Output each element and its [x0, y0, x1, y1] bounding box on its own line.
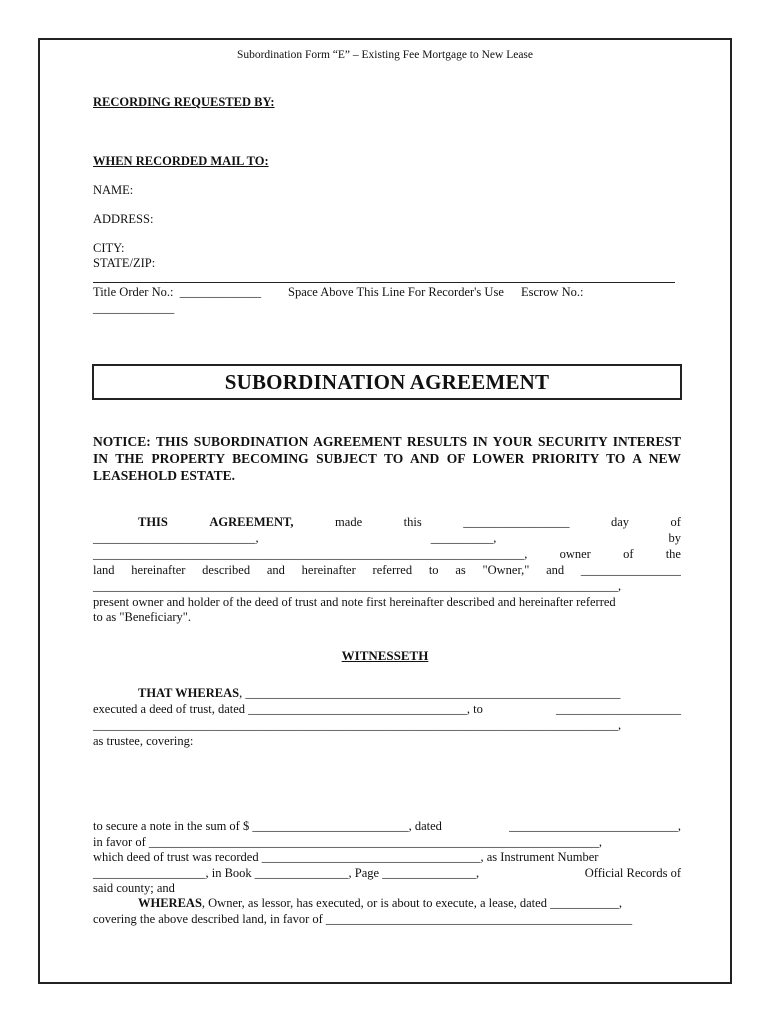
recorder-space-rule [93, 282, 675, 283]
whereas-line-1: THAT WHEREAS, ____________________________________________________________ [138, 686, 621, 700]
note-line-3: which deed of trust was recorded ___________________________________, as Instrument Number [93, 850, 599, 864]
document-title: SUBORDINATION AGREEMENT [224, 369, 550, 394]
escrow-blank: _____________ [93, 301, 175, 315]
city-label: CITY: [93, 241, 125, 255]
agreement-line-5: ____________________________________________________________________________________, [93, 579, 622, 593]
recording-requested-by-label: RECORDING REQUESTED BY: [93, 95, 275, 109]
note-line-7: covering the above described land, in favor of _________________________________________________ [93, 912, 633, 926]
agreement-line-7: to as "Beneficiary". [93, 610, 192, 624]
note-line-4: __________________, in Book _______________, Page _______________, Official Records of [93, 866, 681, 880]
agreement-line-6: present owner and holder of the deed of trust and note first hereinafter described and hereinafter referred [93, 595, 616, 609]
state-zip-label: STATE/ZIP: [93, 256, 156, 270]
note-line-2: in favor of ________________________________________________________________________, [93, 835, 603, 849]
title-order-label: Title Order No.: _____________ [93, 285, 261, 299]
agreement-line-2: __________________________, __________, by [93, 531, 681, 545]
name-label: NAME: [93, 183, 134, 197]
title-box [92, 364, 682, 400]
agreement-line-4: land hereinafter described and hereinafter referred to as "Owner," and ________________ [93, 563, 681, 577]
document-page [38, 38, 732, 984]
escrow-label: Escrow No.: [521, 285, 584, 299]
note-line-5: said county; and [93, 881, 175, 895]
form-title: Subordination Form “E” – Existing Fee Mortgage to New Lease [236, 49, 534, 61]
agreement-line-3: _____________________________________________________________________, owner of the [93, 547, 681, 561]
space-above-line-label: Space Above This Line For Recorder's Use [288, 285, 504, 299]
when-recorded-mail-to-label: WHEN RECORDED MAIL TO: [93, 154, 269, 168]
whereas-line-2: executed a deed of trust, dated ___________________________________, to ____________________ [93, 702, 681, 716]
whereas-line-3: ____________________________________________________________________________________, [93, 718, 622, 732]
notice-text: NOTICE: THIS SUBORDINATION AGREEMENT RESULTS IN YOUR SECURITY INTEREST IN THE PROPERTY BECOMING SUBJECT TO AND OF LOWER PRIORITY TO A NEW LEASEHOLD ESTATE. [93, 434, 681, 483]
witnesseth-heading: WITNESSETH [341, 648, 429, 663]
address-label: ADDRESS: [93, 212, 154, 226]
whereas-line-4: as trustee, covering: [93, 734, 194, 748]
note-line-1: to secure a note in the sum of $ _________________________, dated ___________________________, [93, 819, 681, 833]
note-line-6: WHEREAS, Owner, as lessor, has executed, or is about to execute, a lease, dated ___________, [138, 896, 622, 910]
agreement-line-1: THIS AGREEMENT, made this _________________ day of [138, 515, 681, 529]
